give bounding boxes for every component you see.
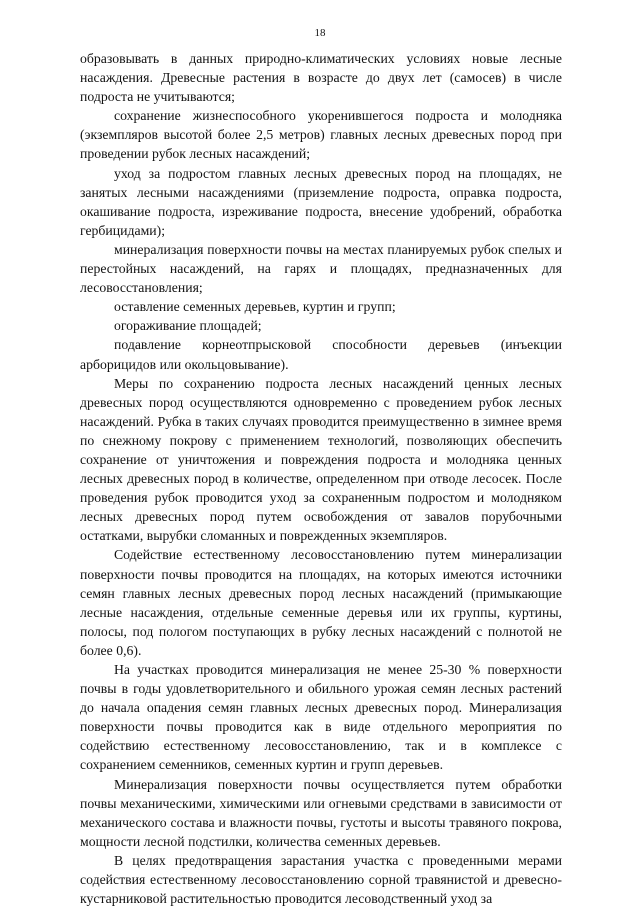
paragraph: Минерализация поверхности почвы осуществляется путем обработки почвы механическими, химическими или огневыми средствами в зависимости от механического состава и влажности почвы, густоты и высоты травяного покрова, мощности лесной подстилки, количества семенных деревьев.	[80, 776, 562, 849]
paragraph-continuation: образовывать в данных природно-климатических условиях новые лесные насаждения. Древесные растения в возрасте до двух лет (самосев) в числе подроста не учитываются;	[80, 51, 562, 105]
body-text	[80, 49, 562, 908]
paragraph: Меры по сохранению подроста лесных насаждений ценных лесных древесных пород осуществляются одновременно с проведением рубок лесных насаждений. Рубка в таких случаях проводится преимущественно в зимнее время по снежному покрову с применением технологий, позволяющих обеспечить сохранение от уничтожения и повреждения подроста и молодняка ценных лесных древесных пород в количестве, определенном при отводе лесосек. После проведения рубок проводится уход за сохраненным подростом и молодняком лесных древесных пород путем освобождения от завалов порубочными остатками, вырубки сломанных и поврежденных экземпляров.	[80, 375, 562, 544]
paragraph: минерализация поверхности почвы на местах планируемых рубок спелых и перестойных насаждений, на гарях и площадях, предназначенных для лесовосстановления;	[80, 241, 562, 296]
paragraph: огораживание площадей;	[114, 318, 262, 334]
paragraph: На участках проводится минерализация не менее 25-30 % поверхности почвы в годы удовлетворительного и обильного урожая семян лесных растений до начала опадения семян главных лесных древесных пород. Минерализация поверхности почвы проводится как в виде отдельного мероприятия по содействию естественному лесовосстановлению, так и в комплексе с сохранением семенников, семенных куртин и групп деревьев.	[80, 662, 562, 773]
page-number: 18	[314, 27, 326, 39]
paragraph: оставление семенных деревьев, куртин и групп;	[114, 299, 396, 315]
paragraph: уход за подростом главных лесных древесных пород на площадях, не занятых лесными насаждениями (приземление подроста, оправка подроста, окашивание подроста, изреживание подроста, внесение удобрений, обработка гербицидами);	[80, 165, 562, 238]
paragraph: подавление корнеотпрысковой способности деревьев (инъекции арборицидов или окольцовывание).	[80, 337, 562, 372]
paragraph: Содействие естественному лесовосстановлению путем минерализации поверхности почвы проводится на площадях, на которых имеются источники семян главных лесных древесных пород лесных насаждений (примыкающие лесные насаждения, отдельные семенные деревья или их группы, куртины, полосы, под пологом поступающих в рубку лесных насаждений с полнотой не более 0,6).	[80, 547, 562, 658]
paragraph: В целях предотвращения зарастания участка с проведенными мерами содействия естественному лесовосстановлению сорной травянистой и древесно-кустарниковой растительностью проводится лесоводственный уход за	[80, 852, 562, 907]
paragraph: сохранение жизнеспособного укоренившегося подроста и молодняка (экземпляров высотой более 2,5 метров) главных лесных древесных пород при проведении рубок лесных насаждений;	[80, 108, 562, 162]
